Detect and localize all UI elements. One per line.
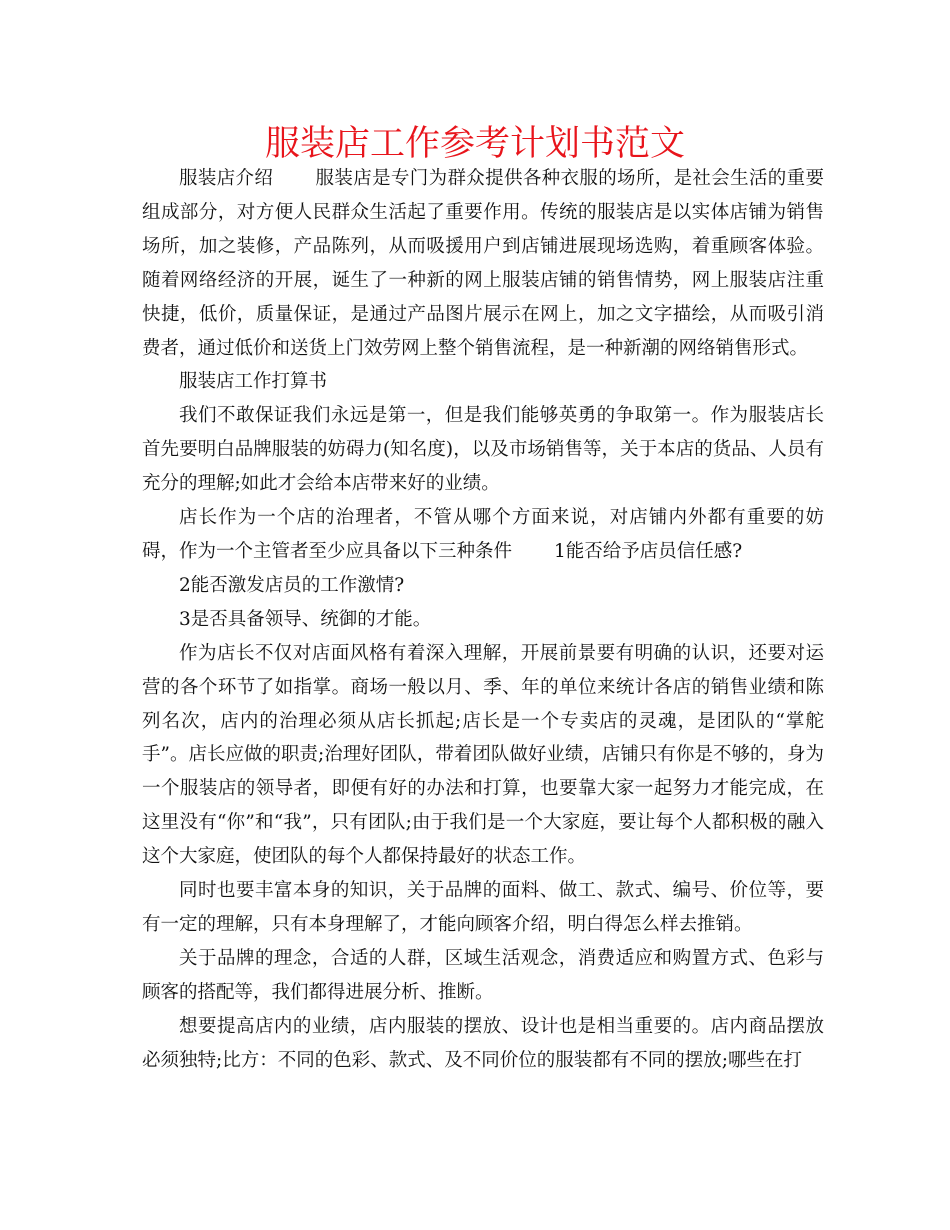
paragraph-team-management: 作为店长不仅对店面风格有着深入理解，开展前景要有明确的认识，还要对运营的各个环节了如指掌。商场一般以月、季、年的单位来统计各店的销售业绩和陈列名次，店内的治理必须从店长抓起;店长是一个专卖店的灵魂，是团队的“掌舵手”。店长应做的职责;治理好团队，带着团队做好业绩，店铺只有你是不够的，身为一个服装店的领导者，即便有好的办法和打算，也要靠大家一起努力才能完成，在这里没有“你”和“我”，只有团队;由于我们是一个大家庭，要让每个人都积极的融入这个大家庭，使团队的每个人都保持最好的状态工作。: [142, 642, 824, 868]
paragraph-brand-analysis: 关于品牌的理念，合适的人群，区域生活观念，消费适应和购置方式、色彩与顾客的搭配等，我们都得进展分析、推断。: [142, 947, 824, 1003]
paragraph-intro-text: 服装店是专门为群众提供各种衣服的场所，是社会生活的重要组成部分，对方便人民群众生活起了重要作用。传统的服装店是以实体店铺为销售场所，加之装修，产品陈列，从而吸援用户到店铺进展现场选购，着重顾客体验。随着网络经济的开展，诞生了一种新的网上服装店铺的销售情势，网上服装店注重快捷，低价，质量保证，是通过产品图片展示在网上，加之文字描绘，从而吸引消费者，通过低价和送货上门效劳网上整个销售流程，是一种新潮的网络销售形式。: [142, 168, 824, 359]
paragraph-manager-conditions-text: 店长作为一个店的治理者，不管从哪个方面来说，对店铺内外都有重要的妨碍，作为一个主管者至少应具备以下三种条件: [142, 507, 824, 562]
paragraph-first-place: 我们不敢保证我们永远是第一，但是我们能够英勇的争取第一。作为服装店长首先要明白品牌服装的妨碍力(知名度)，以及市场销售等，关于本店的货品、人员有充分的理解;如此才会给本店带来好的业绩。: [142, 405, 824, 495]
section-heading-plan: 服装店工作打算书: [179, 371, 328, 393]
document-title: 服装店工作参考计划书范文: [264, 124, 685, 164]
paragraph-display-design: 想要提高店内的业绩，店内服装的摆放、设计也是相当重要的。店内商品摆放必须独特;比方：不同的色彩、款式、及不同价位的服装都有不同的摆放;哪些在打: [142, 1015, 824, 1071]
document-body: [142, 162, 824, 1077]
paragraph-product-knowledge: 同时也要丰富本身的知识，关于品牌的面料、做工、款式、编号、价位等，要有一定的理解，只有本身理解了，才能向顾客介绍，明白得怎么样去推销。: [142, 880, 824, 935]
paragraph-intro: [142, 162, 824, 365]
paragraph-manager-conditions: [142, 501, 824, 569]
condition-item-1: 1能否给予店员信任感?: [554, 540, 743, 562]
condition-item-2: 2能否激发店员的工作激情?: [179, 574, 405, 596]
paragraph-intro-heading: 服装店介绍: [179, 168, 274, 189]
condition-item-3: 3是否具备领导、统御的才能。: [179, 608, 432, 630]
